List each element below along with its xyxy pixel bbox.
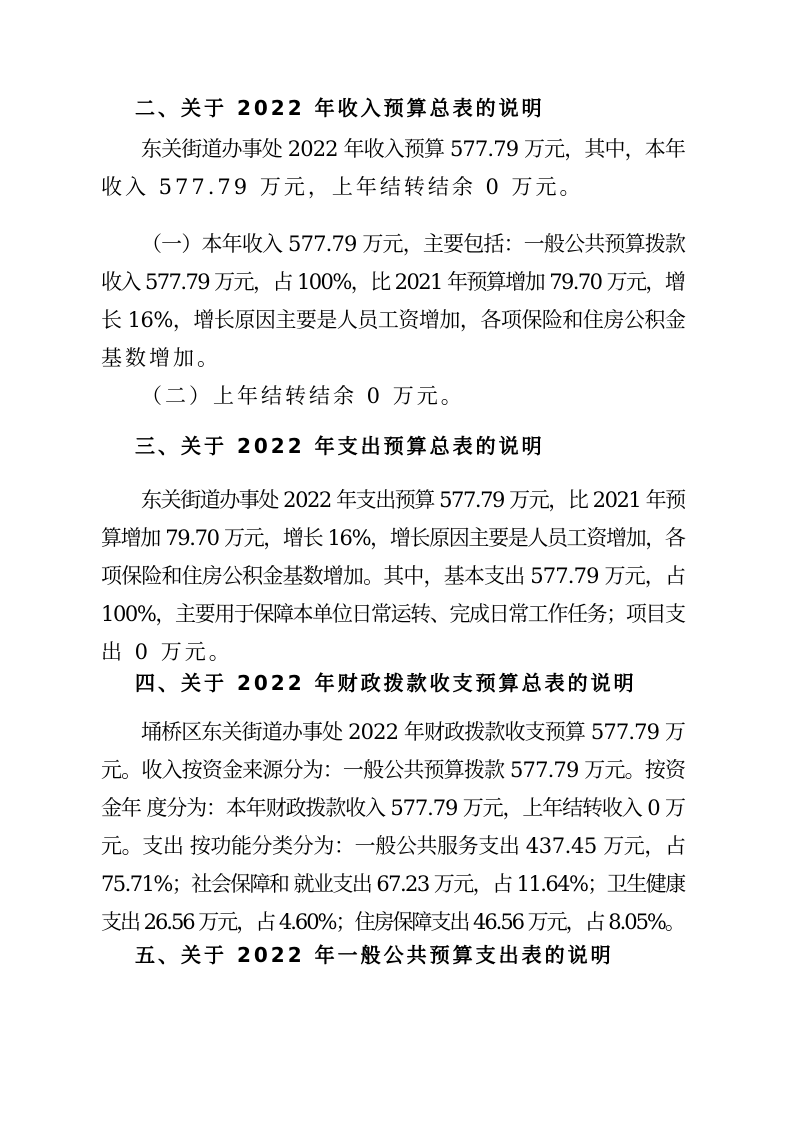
- section-4-p1-line-4: 元。支出 按功能分类分为：一般公共服务支出 437.45 万元，占: [101, 834, 686, 858]
- section-3-p1-line-2: 算增加 79.70 万元，增长 16%，增长原因主要是人员工资增加，各: [101, 526, 685, 550]
- section-4-p1-line-3: 金年 度分为：本年财政拨款收入 577.79 万元，上年结转收入 0 万: [101, 796, 685, 820]
- section-4-p1-line-5: 75.71%；社会保障和 就业支出 67.23 万元，占 11.64%；卫生健康: [101, 872, 685, 896]
- section-4-p1-line-2: 元。收入按资金来源分为：一般公共预算拨款 577.79 万元。按资: [101, 758, 686, 782]
- section-5-heading: 五、关于 2022 年一般公共预算支出表的说明: [135, 943, 614, 967]
- section-2-p2-line-3: 长 16%，增长原因主要是人员工资增加，各项保险和住房公积金: [101, 308, 686, 332]
- section-3-p1-line-1: 东关街道办事处 2022 年支出预算 577.79 万元，比 2021 年预: [141, 488, 685, 512]
- section-4-p1-line-6: 支出 26.56 万元，占 4.60%；住房保障支出 46.56 万元，占 8.05%。: [101, 910, 684, 934]
- section-2-heading: 二、关于 2022 年收入预算总表的说明: [135, 96, 545, 120]
- section-3-p1-line-3: 项保险和住房公积金基数增加。其中，基本支出 577.79 万元，占: [101, 564, 686, 588]
- section-3-heading: 三、关于 2022 年支出预算总表的说明: [135, 434, 545, 458]
- section-2-p2-line-2: 收入 577.79 万元，占 100%，比 2021 年预算增加 79.70 万元，增: [101, 270, 685, 294]
- section-3-p1-line-4: 100%，主要用于保障本单位日常运转、完成日常工作任务；项目支: [101, 602, 685, 626]
- section-2-p3-line-1: （二）上年结转结余 0 万元。: [141, 384, 465, 408]
- section-4-p1-line-1: 埇桥区东关街道办事处 2022 年财政拨款收支预算 577.79 万: [141, 720, 686, 744]
- section-2-p1-line-1: 东关街道办事处 2022 年收入预算 577.79 万元，其中，本年: [141, 137, 686, 161]
- section-2-p2-line-4: 基数增加。: [101, 346, 221, 370]
- section-4-heading: 四、关于 2022 年财政拨款收支预算总表的说明: [135, 671, 637, 695]
- section-2-p2-line-1: （一）本年收入 577.79 万元，主要包括：一般公共预算拨款: [141, 232, 686, 256]
- section-3-p1-line-5: 出 0 万元。: [101, 640, 233, 664]
- section-2-p1-line-2: 收入 577.79 万元，上年结转结余 0 万元。: [101, 175, 584, 199]
